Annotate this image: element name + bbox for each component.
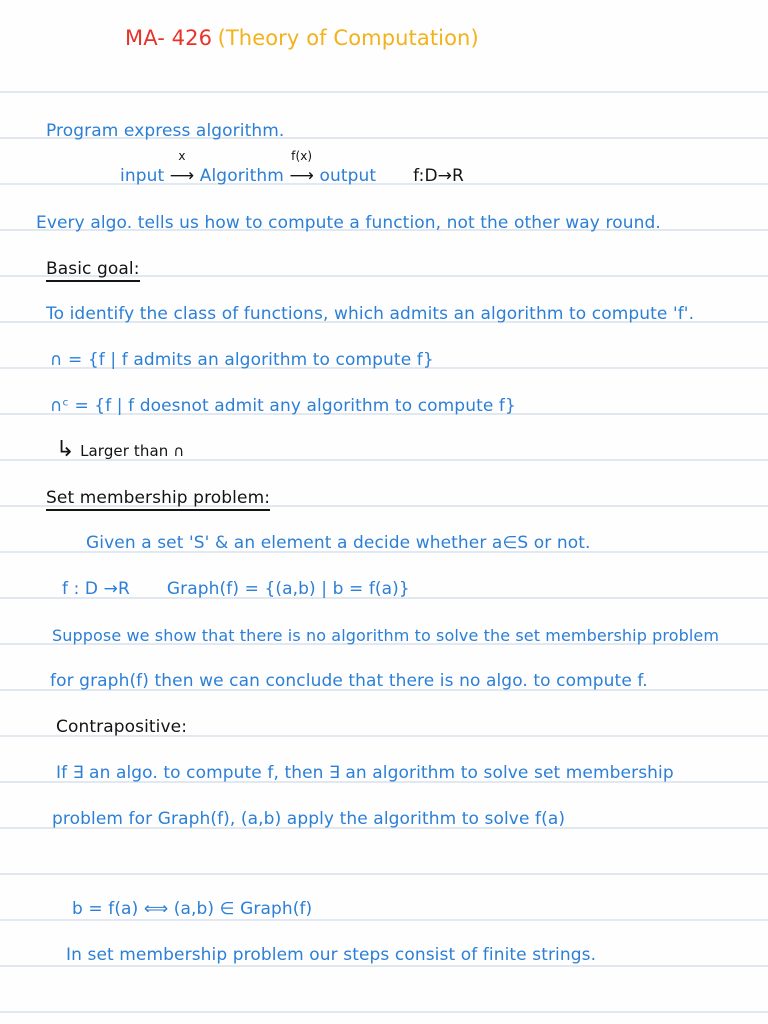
note-line-12: Suppose we show that there is no algorithm to solve the set membership problem bbox=[52, 626, 720, 645]
note-line-10: Given a set 'S' & an element a decide whether a∈S or not. bbox=[86, 533, 591, 553]
note-line-17: b = f(a) ⟺ (a,b) ∈ Graph(f) bbox=[72, 899, 313, 919]
note-line-1: Program express algorithm. bbox=[46, 121, 285, 141]
output-arrow bbox=[289, 149, 314, 186]
mapping-text: f : D →R bbox=[62, 579, 130, 599]
page-title bbox=[125, 26, 479, 50]
basic-goal-heading bbox=[46, 259, 140, 279]
right-arrow-icon: ⟶ bbox=[289, 166, 314, 186]
graph-definition: Graph(f) = {(a,b) | b = f(a)} bbox=[166, 579, 410, 599]
hook-arrow-icon: ↳ bbox=[56, 437, 75, 462]
note-line-13: for graph(f) then we can conclude that there is no algo. to compute f. bbox=[50, 671, 648, 691]
set-membership-label: Set membership problem: bbox=[46, 488, 270, 511]
note-line-8 bbox=[56, 437, 184, 462]
note-line-15: If ∃ an algo. to compute f, then ∃ an algorithm to solve set membership bbox=[56, 763, 674, 783]
contrapositive-heading: Contrapositive: bbox=[56, 717, 188, 737]
right-arrow-icon: ⟶ bbox=[169, 166, 195, 186]
note-line-2 bbox=[120, 149, 464, 186]
course-subtitle: (Theory of Computation) bbox=[217, 26, 479, 50]
note-line-6: ∩ = {f | f admits an algorithm to compute f} bbox=[50, 350, 434, 370]
set-membership-heading bbox=[46, 488, 270, 508]
fx-label: f(x) bbox=[291, 149, 313, 163]
x-label: x bbox=[178, 149, 186, 163]
note-line-7: ∩ᶜ = {f | f doesnot admit any algorithm to compute f} bbox=[50, 396, 516, 416]
note-line-5: To identify the class of functions, which admits an algorithm to compute 'f'. bbox=[46, 304, 695, 324]
output-word: output bbox=[319, 166, 377, 186]
basic-goal-label: Basic goal: bbox=[46, 259, 140, 282]
function-mapping: f:D→R bbox=[413, 166, 464, 186]
note-line-16: problem for Graph(f), (a,b) apply the algorithm to solve f(a) bbox=[52, 809, 566, 829]
larger-than-text: Larger than ∩ bbox=[80, 442, 185, 460]
note-line-11 bbox=[62, 579, 410, 599]
note-line-3: Every algo. tells us how to compute a function, not the other way round. bbox=[36, 213, 661, 233]
algorithm-word: Algorithm bbox=[199, 166, 284, 186]
course-code: MA- 426 bbox=[125, 26, 213, 50]
note-line-18: In set membership problem our steps consist of finite strings. bbox=[66, 945, 597, 965]
input-arrow bbox=[169, 149, 195, 186]
input-word: input bbox=[120, 166, 165, 186]
